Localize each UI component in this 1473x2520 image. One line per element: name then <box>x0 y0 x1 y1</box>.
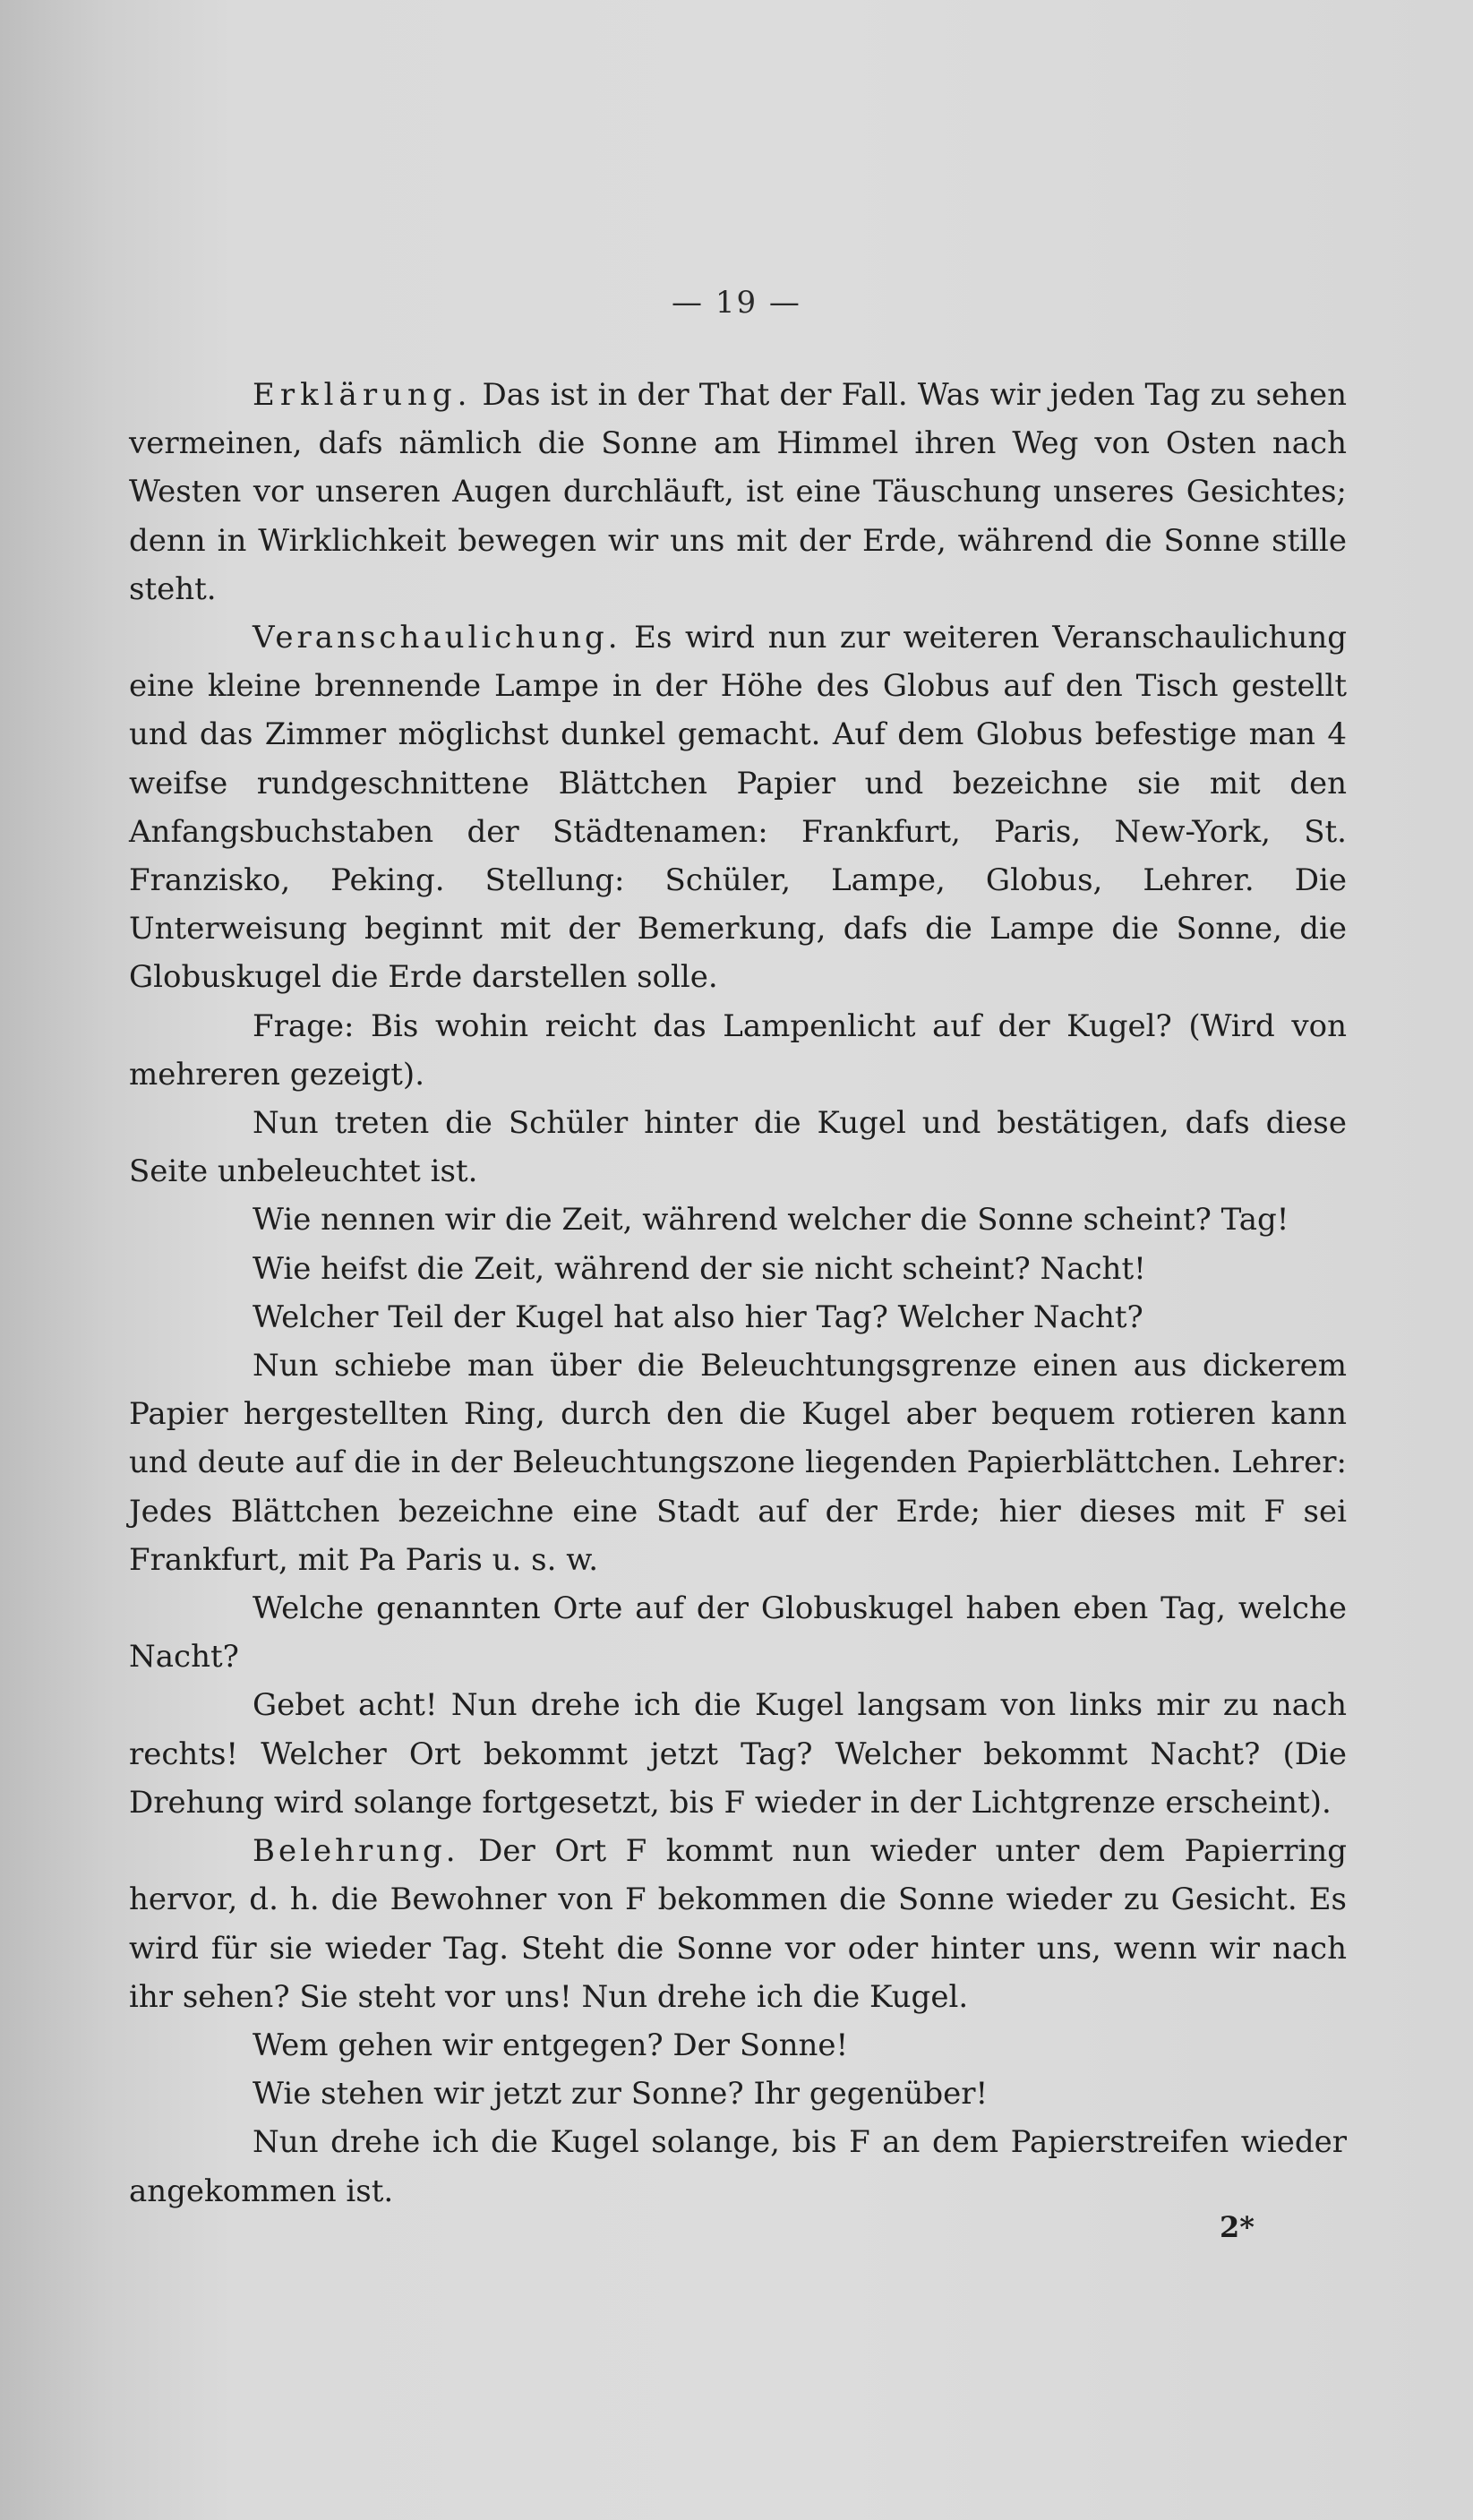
paragraph-text: Nun treten die Schüler hinter die Kugel und bestätigen, dafs diese Seite unbeleuchtet ist. <box>129 1105 1347 1190</box>
paragraph-text: Wie stehen wir jetzt zur Sonne? Ihr gegenüber! <box>253 2076 989 2113</box>
paragraph-lead: Veranschaulichung. <box>253 620 621 656</box>
paragraph-text: Wie nennen wir die Zeit, während welcher die Sonne scheint? Tag! <box>253 1202 1289 1239</box>
paragraph-text: Wie heifst die Zeit, während der sie nicht scheint? Nacht! <box>253 1250 1146 1287</box>
paragraph-lead: Belehrung. <box>253 1833 459 1870</box>
paragraph-text: Wem gehen wir entgegen? Der Sonne! <box>253 2027 849 2063</box>
page-body <box>129 371 1347 2216</box>
paragraph-lead: Erklärung. <box>253 377 473 413</box>
paragraph <box>129 2021 1347 2070</box>
page-number: — 19 — <box>672 285 801 321</box>
paragraph <box>129 1827 1347 2021</box>
paragraph-text: Nun schiebe man über die Beleuchtungsgrenze einen aus dickerem Papier hergestellten Ring, durch den die Kugel aber bequem rotieren kann und deute auf die in der Beleuchtungszone liegenden Papierblättchen. Lehrer: Jedes Blättchen bezeichne eine Stadt auf der Erde; hier dieses mit F sei Frankfurt, mit Pa Paris u. s. w. <box>129 1348 1347 1578</box>
paragraph-text: Welcher Teil der Kugel hat also hier Tag? Welcher Nacht? <box>253 1299 1143 1335</box>
paragraph <box>129 1341 1347 1584</box>
paragraph <box>129 1293 1347 1341</box>
paragraph-text: Es wird nun zur weiteren Veranschaulichung eine kleine brennende Lampe in der Höhe des Globus auf den Tisch gestellt und das Zimmer möglichst dunkel gemacht. Auf dem Globus befestige man 4 weifse rundgeschnittene Blättchen Papier und bezeichne sie mit den Anfangsbuchstaben der Städtenamen: Frankfurt, Paris, New-York, St. Franzisko, Peking. Stellung: Schüler, Lampe, Globus, Lehrer. Die Unterweisung beginnt mit der Bemerkung, dafs die Lampe die Sonne, die Globuskugel die Erde darstellen solle. <box>129 620 1347 996</box>
paragraph <box>129 1245 1347 1293</box>
paragraph <box>129 1584 1347 1681</box>
paragraph <box>129 1002 1347 1099</box>
paragraph-text: Das ist in der That der Fall. Was wir jeden Tag zu sehen vermeinen, dafs nämlich die Sonne am Himmel ihren Weg von Osten nach Westen vor unseren Augen durchläuft, ist eine Täuschung unseres Gesichtes; denn in Wirklichkeit bewegen wir uns mit der Erde, während die Sonne stille steht. <box>129 377 1347 607</box>
signature-mark: 2* <box>1220 2210 1255 2244</box>
paragraph-text: Welche genannten Orte auf der Globuskugel haben eben Tag, welche Nacht? <box>129 1590 1347 1676</box>
paragraph-text: Nun drehe ich die Kugel solange, bis F an dem Papierstreifen wieder angekommen ist. <box>129 2124 1347 2209</box>
paragraph <box>129 613 1347 1002</box>
paragraph <box>129 1099 1347 1196</box>
paragraph <box>129 1681 1347 1827</box>
paragraph <box>129 2070 1347 2118</box>
paragraph-text: Gebet acht! Nun drehe ich die Kugel langsam von links mir zu nach rechts! Welcher Ort bekommt jetzt Tag? Welcher bekommt Nacht? (Die Drehung wird solange fortgesetzt, bis F wieder in der Lichtgrenze erscheint). <box>129 1687 1347 1821</box>
paragraph-text: Frage: Bis wohin reicht das Lampenlicht auf der Kugel? (Wird von mehreren gezeigt). <box>129 1007 1347 1093</box>
paragraph <box>129 1196 1347 1244</box>
paragraph-text: Der Ort F kommt nun wieder unter dem Papierring hervor, d. h. die Bewohner von F bekommen die Sonne wieder zu Gesicht. Es wird für sie wieder Tag. Steht die Sonne vor oder hinter uns, wenn wir nach ihr sehen? Sie steht vor uns! Nun drehe ich die Kugel. <box>129 1833 1347 2015</box>
paragraph <box>129 2118 1347 2215</box>
paragraph <box>129 371 1347 613</box>
